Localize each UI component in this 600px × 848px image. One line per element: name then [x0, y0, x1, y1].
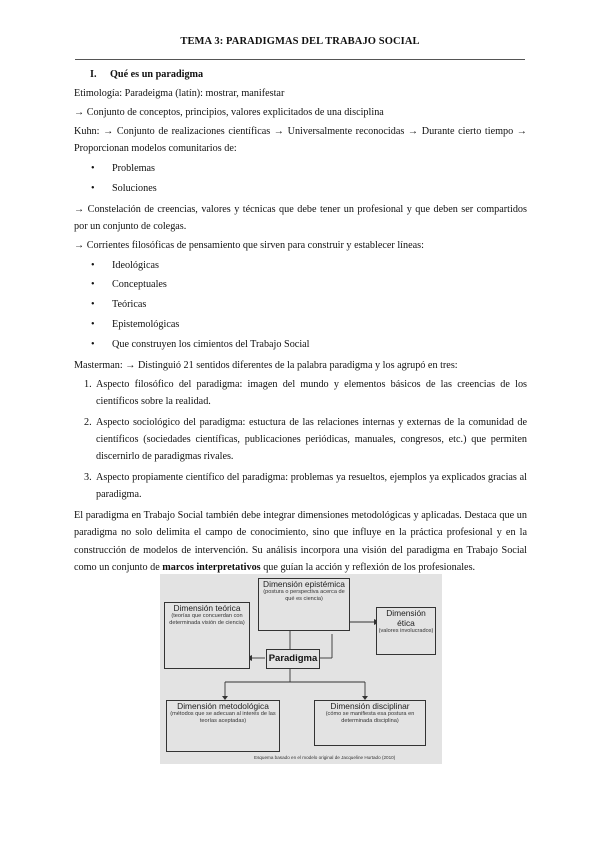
- ethical-dimension-box: Dimensión ética (valores involucrados): [376, 607, 436, 655]
- paradigm-center-box: Paradigma: [266, 649, 320, 669]
- bullet-list-models: [74, 159, 527, 199]
- theoretical-dimension-box: Dimensión teórica (teorías que concuerdan con determinada visión de ciencia): [164, 602, 250, 669]
- currents-paragraph: → Corrientes filosóficas de pensamiento que sirven para construir y establecer líneas:: [74, 239, 424, 251]
- definition-paragraph: → Conjunto de conceptos, principios, valores explicitados de una disciplina: [74, 107, 384, 118]
- kuhn-paragraph: Kuhn: → Conjunto de realizaciones científicas → Universalmente reconocidas → Durante cierto tiempo → Proporcionan modelos comunitarios de:: [74, 126, 527, 154]
- title-divider: [75, 59, 525, 60]
- section-heading: [90, 66, 527, 83]
- paradigm-diagram: [160, 574, 442, 764]
- section-number: I.: [90, 69, 97, 80]
- disciplinary-dimension-box: Dimensión disciplinar (cómo se manifiesta esa postura en determinada disciplina): [314, 700, 426, 746]
- bold-term: marcos interpretativos: [162, 562, 261, 574]
- masterman-paragraph: Masterman: → Distinguió 21 sentidos diferentes de la palabra paradigma y los agrupó en tres:: [74, 359, 458, 371]
- page-title: TEMA 3: PARADIGMAS DEL TRABAJO SOCIAL: [180, 36, 420, 47]
- etymology-paragraph: Etimología: Paradeigma (latín): mostrar, manifestar: [74, 88, 285, 99]
- constellation-paragraph: → Constelación de creencias, valores y técnicas que debe tener un profesional y que deben ser compartidos por un conjunto de colegas.: [74, 203, 527, 232]
- numbered-item: 2. Aspecto sociológico del paradigma: estuctura de las relaciones internas y externas de la comunidad de científicos (sociedades científicas, publicaciones periódicas, manuales, congresos, etc.) que permiten discernirlo de paradigmas rivales.: [84, 416, 527, 462]
- list-item: • Epistemológicas: [74, 315, 527, 335]
- numbered-item: 3. Aspecto propiamente científico del paradigma: problemas ya resueltos, ejemplos ya explicados gracias al paradigma.: [84, 471, 527, 500]
- list-item: • Soluciones: [74, 179, 527, 199]
- diagram-caption: Esquema basado en el modelo original de Jacqueline Hurtado (2010): [254, 755, 396, 760]
- document-body: [74, 66, 527, 579]
- bullet-list-lines: [74, 256, 527, 355]
- methodological-dimension-box: Dimensión metodológica (métodos que se adecuan al interés de las teorías aceptadas): [166, 700, 280, 752]
- list-item: • Conceptuales: [74, 275, 527, 295]
- epistemic-dimension-box: Dimensión epistémica (postura o perspectiva acerca de qué es ciencia): [258, 578, 350, 631]
- list-item: • Teóricas: [74, 295, 527, 315]
- numbered-item: 1. Aspecto filosófico del paradigma: imagen del mundo y elementos básicos de las creencias de los científicos sobre la realidad.: [84, 378, 527, 407]
- numbered-list-aspects: [74, 376, 527, 503]
- list-item: • Problemas: [74, 159, 527, 179]
- section-title: Qué es un paradigma: [110, 69, 204, 80]
- closing-paragraph: El paradigma en Trabajo Social también debe integrar dimensiones metodológicas y aplicadas. Destaca que un paradigma no solo delimita el campo de conocimiento, sino que influye en la práctica profesional y en la construcción de modelos de intervención. Su análisis incorpora una visión del paradigma en Trabajo Social como un conjunto de marcos interpretativos que guían la acción y reflexión de los profesionales.: [74, 509, 527, 574]
- list-item: • Que construyen los cimientos del Trabajo Social: [74, 335, 527, 355]
- list-item: • Ideológicas: [74, 256, 527, 276]
